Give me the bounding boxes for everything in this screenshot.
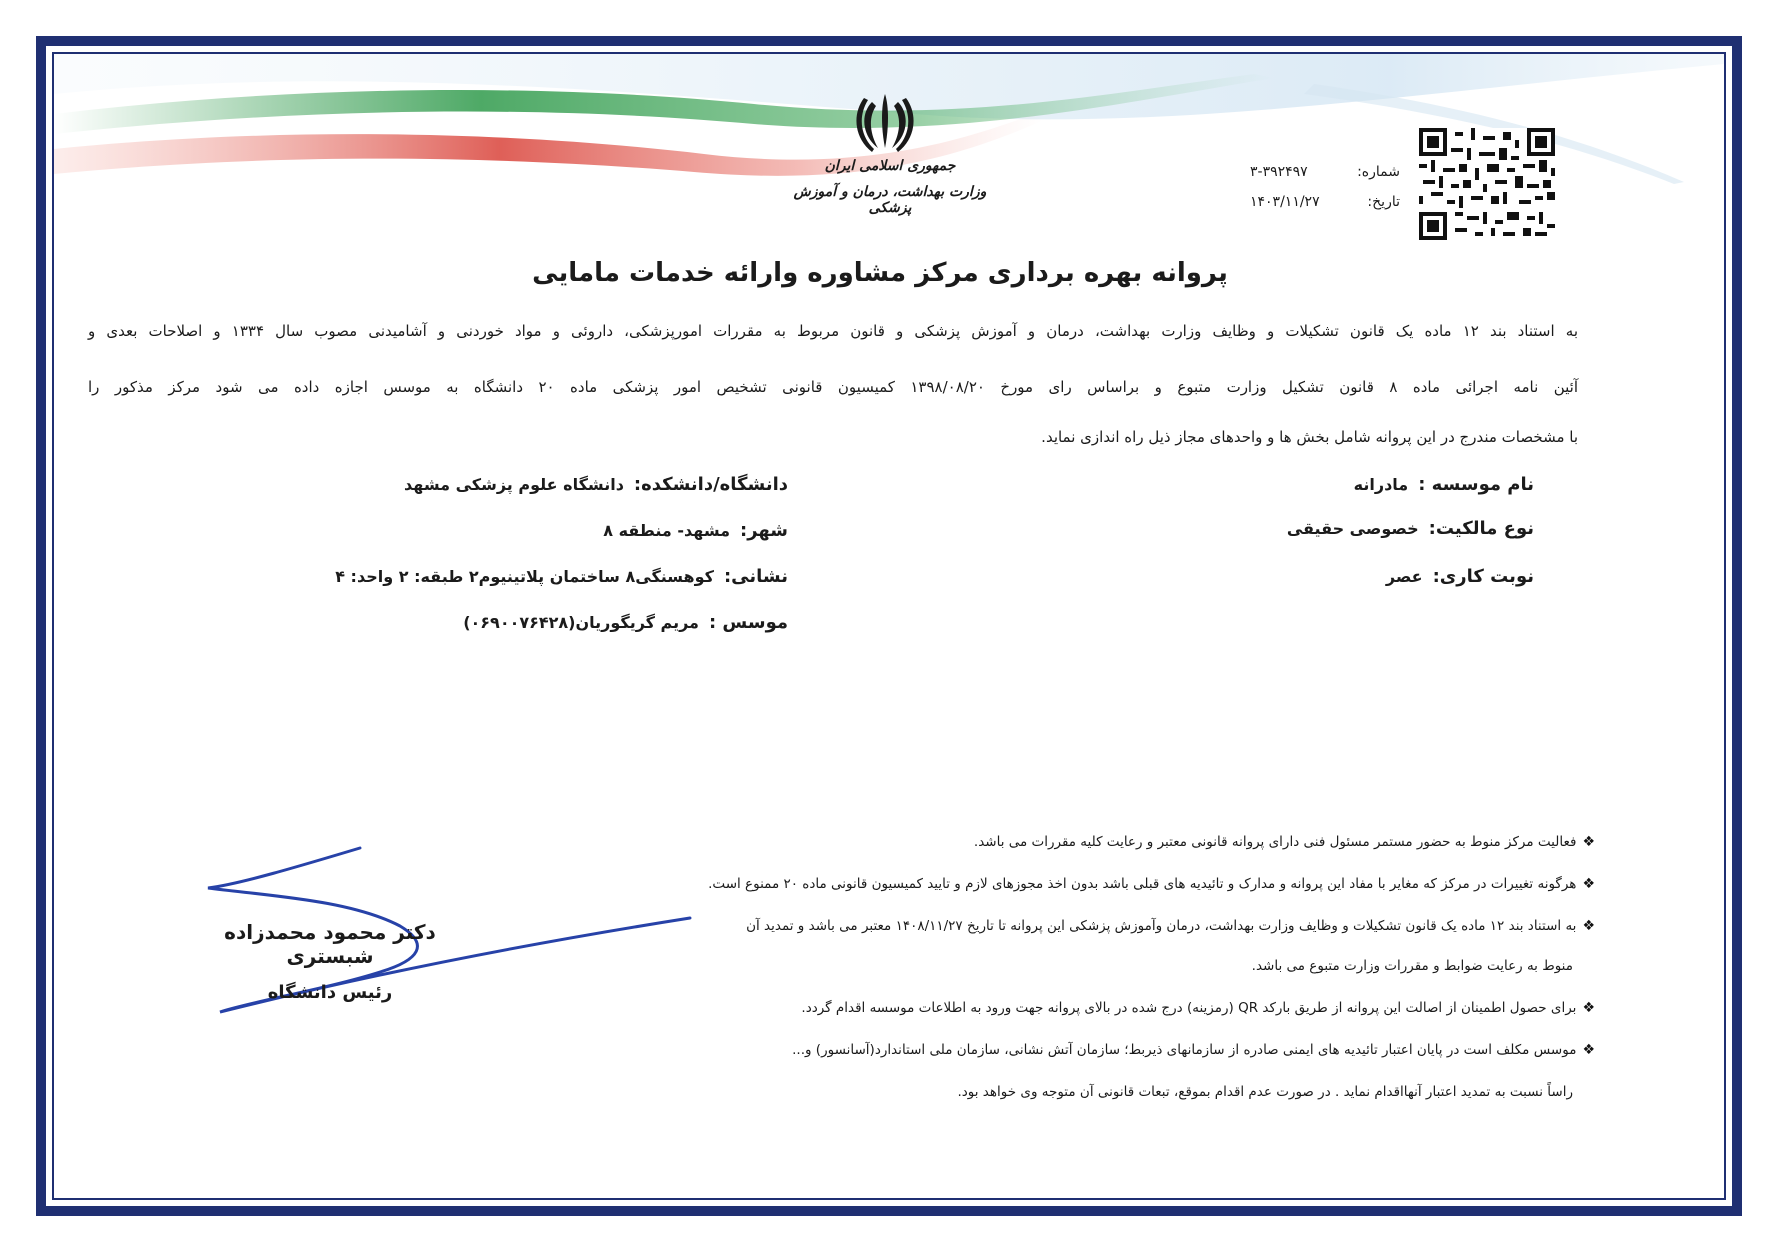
- founder-label: موسس :: [708, 612, 788, 633]
- field-university: [404, 474, 788, 495]
- number-label: شماره:: [1357, 164, 1400, 180]
- bullet-icon: ❖: [1582, 918, 1595, 934]
- note-continuation: راساً نسبت به تمدید اعتبار آنهااقدام نماید . در صورت عدم اقدام بموقع، تبعات قانونی آن متوجه وی خواهد بود.: [957, 1084, 1573, 1100]
- field-ownership: [1287, 518, 1534, 539]
- field-city: [603, 520, 788, 541]
- body-line-1: به استناد بند ۱۲ ماده یک قانون تشکیلات و وظایف وزارت بهداشت، درمان و آموزش پزشکی و قانون مربوط به مقررات امورپزشکی، داروئی و مواد خوردنی و آشامیدنی مصوب سال ۱۳۳۴ و اصلاحات بعدی و: [88, 322, 1579, 340]
- note-item: ❖موسس مکلف است در پایان اعتبار تائیدیه های ایمنی صادره از سازمانهای ذیربط؛ سازمان آتش نشانی، سازمان ملی استاندارد(آسانسور) و...: [792, 1042, 1595, 1058]
- body-line-3: با مشخصات مندرج در این پروانه شامل بخش ها و واحدهای مجاز ذیل راه اندازی نماید.: [1041, 428, 1578, 446]
- republic-name: جمهوری اسلامی ایران: [824, 158, 956, 174]
- shift-label: نوبت کاری:: [1432, 566, 1534, 587]
- bullet-icon: ❖: [1582, 834, 1595, 850]
- city-value: مشهد- منطقه ۸: [603, 521, 731, 540]
- note-continuation: منوط به رعایت ضوابط و مقررات وزارت متبوع می باشد.: [1251, 958, 1573, 974]
- address-value: کوهسنگی۸ ساختمان پلاتینیوم۲ طبقه: ۲ واحد: ۴: [335, 567, 714, 586]
- university-label: دانشگاه/دانشکده:: [633, 474, 788, 495]
- signature-block: [180, 920, 480, 1003]
- qr-code-icon: [1419, 128, 1555, 240]
- city-label: شهر:: [740, 520, 788, 541]
- document-title: پروانه بهره برداری مرکز مشاوره وارائه خدمات مامایی: [532, 258, 1228, 288]
- shift-value: عصر: [1385, 567, 1423, 586]
- ministry-logo-text: [780, 158, 1000, 216]
- note-item: ❖فعالیت مرکز منوط به حضور مستمر مسئول فنی دارای پروانه قانونی معتبر و رعایت کلیه مقررات می باشد.: [973, 834, 1595, 850]
- founder-value: مریم گریگوریان(۰۶۹۰۰۷۶۴۲۸): [463, 613, 699, 632]
- body-line-2: آئین نامه اجرائی ماده ۸ قانون تشکیل وزارت متبوع و براساس رای مورخ ۱۳۹۸/۰۸/۲۰ کمیسیون قانونی تشخیص امور پزشکی ماده ۲۰ دانشگاه به موسس اجازه داده می شود مرکز مذکور را: [88, 378, 1579, 396]
- university-value: دانشگاه علوم پزشکی مشهد: [404, 475, 624, 494]
- note-item: ❖به استناد بند ۱۲ ماده یک قانون تشکیلات و وظایف وزارت بهداشت، درمان وآموزش پزشکی این پروانه تا تاریخ ۱۴۰۸/۱۱/۲۷ معتبر می باشد و تمدید آن: [746, 918, 1595, 934]
- field-shift: [1386, 566, 1534, 587]
- signatory-name: دکتر محمود محمدزاده شبستری: [224, 920, 436, 968]
- note-item: ❖هرگونه تغییرات در مرکز که مغایر با مفاد این پروانه و مدارک و تائیدیه های قبلی باشد بدون اخذ مجوزهای لازم و تایید کمیسیون قانونی ماده ۲۰ ممنوع است.: [708, 876, 1595, 892]
- ministry-name: وزارت بهداشت، درمان و آموزش پزشکی: [793, 184, 987, 216]
- iran-emblem-icon: [850, 88, 920, 156]
- field-address: [335, 566, 788, 587]
- document-meta: [1250, 164, 1400, 224]
- address-label: نشانی:: [723, 566, 788, 587]
- ownership-value: خصوصی حقیقی: [1286, 519, 1419, 538]
- bullet-icon: ❖: [1582, 1000, 1595, 1016]
- ownership-label: نوع مالکیت:: [1428, 518, 1534, 539]
- signatory-role: رئیس دانشگاه: [267, 982, 393, 1003]
- field-founder: [463, 612, 788, 633]
- bullet-icon: ❖: [1582, 1042, 1595, 1058]
- note-item: ❖برای حصول اطمینان از اصالت این پروانه از طریق بارکد QR (رمزینه) درج شده در بالای پروانه جهت ورود به اطلاعات موسسه اقدام گردد.: [801, 1000, 1595, 1016]
- institute-value: مادرانه: [1353, 475, 1409, 494]
- field-institute: [1354, 474, 1534, 495]
- date-value: ۱۴۰۳/۱۱/۲۷: [1250, 194, 1320, 210]
- number-value: ۳-۳۹۲۴۹۷: [1250, 164, 1308, 180]
- bullet-icon: ❖: [1582, 876, 1595, 892]
- institute-label: نام موسسه :: [1418, 474, 1534, 495]
- date-label: تاریخ:: [1367, 194, 1400, 210]
